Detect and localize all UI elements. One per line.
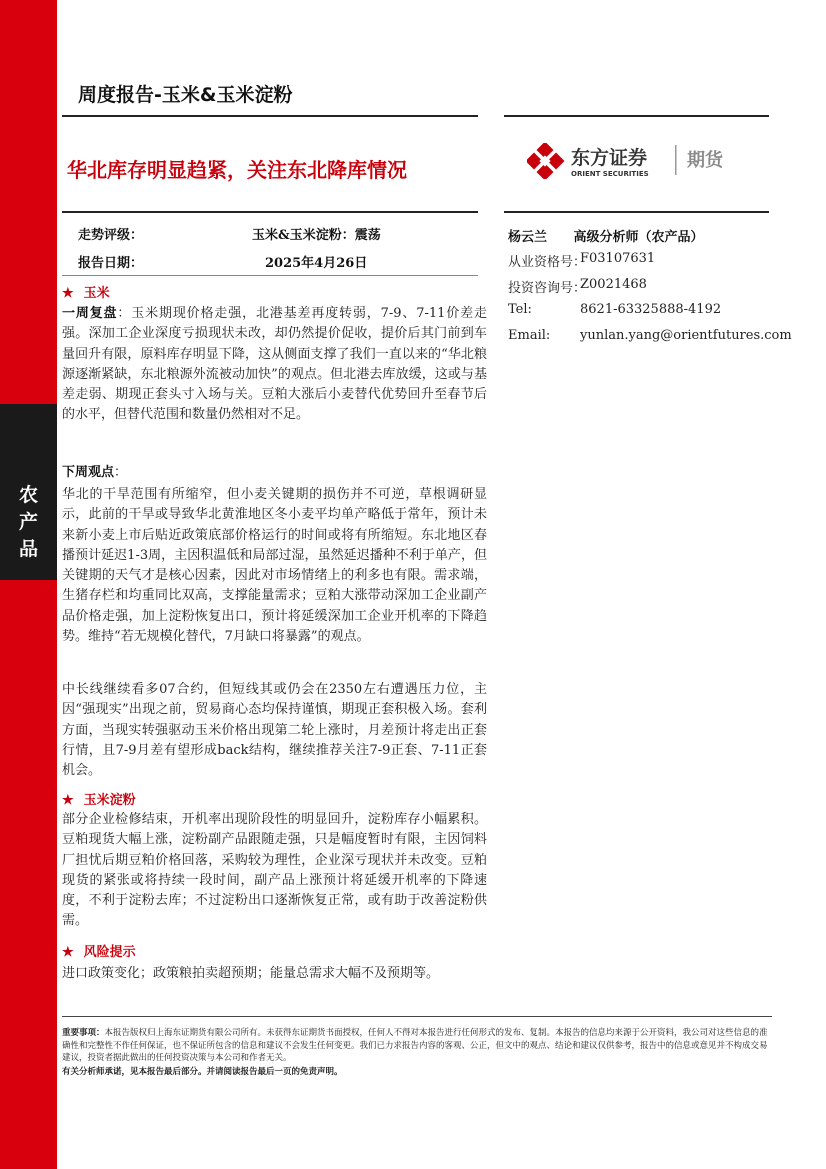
date-value: 2025年4月26日 [265,256,368,271]
analyst-row-label: 从业资格号： [508,255,587,270]
analyst-row [508,251,656,270]
sector-label [0,482,57,563]
rating-subject: 玉米&玉米淀粉： [252,228,355,243]
weekly-review-text: ：玉米期现价格走强，北港基差再度转弱，7-9、7-11价差走强。深加工企业深度亏损现状未改，却仍然提价促收，提价后其门前到车量回升有限，原料库存明显下降，这从侧面支撑了我们一直以来的“华北粮源逐渐紧缺，东北粮源外流被动加快”的观点。但北港去库放缓，这或与基差走弱、期现正套头寸入场与关。豆粕大涨后小麦替代优势回升至春节后的水平，但替代范围和数量仍然相对不足。 [62,306,487,423]
outlook-heading [62,463,487,483]
weekly-review-label: 一周复盘 [62,306,118,321]
analyst-title: 高级分析师（农产品） [573,230,704,245]
orient-logo [527,143,747,179]
section-starch-title: 玉米淀粉 [83,793,136,808]
starch-paragraph: 部分企业检修结束，开机率出现阶段性的明显回升，淀粉库存小幅累积。豆粕现货大幅上涨，淀粉副产品跟随走强，只是幅度暂时有限，主因饲料厂担忧后期豆粕价格回落，采购较为理性，企业深亏现状并未改变。豆粕现货的紧张或将持续一段时间，副产品上涨预计将延缓开机率的下降速度，不利于淀粉去库；不过淀粉出口逐渐恢复正常，或有助于改善淀粉供需。 [62,812,487,929]
analyst-row-value: F03107631 [580,251,656,266]
analyst-row [508,302,722,317]
outlook-paragraph-2: 中长线继续看多07合约，但短线其或仍会在2350左右遭遇压力位，主因“强现实”出现之前，贸易商心态均保持谨慎，期现正套积极入场。套利方面，当现实转强驱动玉米价格出现第二轮上涨时，月差预计将走出正套行情，且7-9月差有望形成back结构，继续推荐关注7-9正套、7-11正套机会。 [62,682,487,779]
left-brand-bar [0,0,57,1169]
outlook-label: 下周观点 [62,465,115,480]
analyst-email-link[interactable]: yunlan.yang@orientfutures.com [580,328,792,343]
analyst-row-value: 8621-63325888-4192 [580,302,722,317]
sector-char-2: 产 [18,511,38,533]
outlook-paragraph-1: 华北的干旱范围有所缩窄，但小麦关键期的损伤并不可逆，草根调研显示，此前的干旱或导致华北黄淮地区冬小麦平均单产略低于常年，预计未来新小麦上市后贴近政策底部价格运行的时间或将有所缩短。东北地区春播预计延迟1-3周，主因积温低和局部过湿，虽然延迟播种不利于单产，但关键期的天气才是核心因素，因此对市场情绪上的利多也有限。需求端，生猪存栏和均重同比双高，支撑能量需求；豆粕大涨带动深加工企业副产品价格走强，加上淀粉恢复出口，预计将延缓深加工企业开机率的下降趋势。维持“若无规模化替代，7月缺口将暴露”的观点。 [62,487,487,645]
section-corn-title: 玉米 [83,286,110,301]
meta-rule-left [62,211,478,213]
analyst-row-label: 投资咨询号： [508,281,587,296]
date-label: 报告日期： [78,256,144,271]
report-headline: 华北库存明显趋紧，关注东北降库情况 [67,158,407,182]
star-icon: ★ [62,945,74,960]
analyst-name: 杨云兰 [508,230,548,245]
sector-char-1: 农 [18,484,38,506]
star-icon: ★ [62,286,74,301]
logo-name-cn: 东方证券 [571,147,648,169]
footer-notice-label: 重要事项： [62,1028,105,1038]
outlook-colon: ： [114,465,128,480]
section-corn-header [62,282,110,301]
analyst-row-label: Email: [508,328,551,343]
rating-line [252,224,381,243]
analyst-row[interactable] [508,328,792,343]
sector-char-3: 品 [18,538,38,560]
footer-notice-text: 本报告版权归上海东证期货有限公司所有。未获得东证期货书面授权，任何人不得对本报告进行任何形式的发布、复制。本报告的信息均来源于公开资料，我公司对这些信息的准确性和完整性不作任何保证，也不保证所包含的信息和建议不会发生任何变更。我们已力求报告内容的客观、公正，但文中的观点、结论和建议仅供参考，报告中的信息或意见并不构成交易建议，投资者据此做出的任何投资决策与本公司和作者无关。 [62,1028,768,1063]
rating-label: 走势评级： [78,228,144,243]
risk-paragraph: 进口政策变化；政策粮拍卖超预期；能量总需求大幅不及预期等。 [62,966,440,981]
rating-value: 震荡 [354,228,381,243]
weekly-review-paragraph [62,304,487,426]
analyst-name-line [508,226,704,245]
report-type: 周度报告-玉米&玉米淀粉 [78,84,293,106]
footer-rule [62,1016,772,1017]
footer-notice [62,1027,772,1065]
section-risk-title: 风险提示 [83,945,136,960]
header-rule-left [62,115,478,117]
star-icon: ★ [62,793,74,808]
analyst-row-label: Tel: [508,302,532,317]
analyst-row [508,277,647,296]
logo-name-en: ORIENT SECURITIES [571,170,649,178]
section-starch-header [62,789,136,808]
header-rule-right [504,115,769,117]
meta-bottom-rule [62,275,478,276]
orient-logo-icon [527,143,747,179]
footer-commitment: 有关分析师承诺，见本报告最后部分。并请阅读报告最后一页的免责声明。 [62,1067,343,1077]
analyst-row-value: Z0021468 [580,277,647,292]
logo-division: 期货 [687,150,723,171]
section-risk-header [62,941,136,960]
meta-rule-right [504,211,769,213]
